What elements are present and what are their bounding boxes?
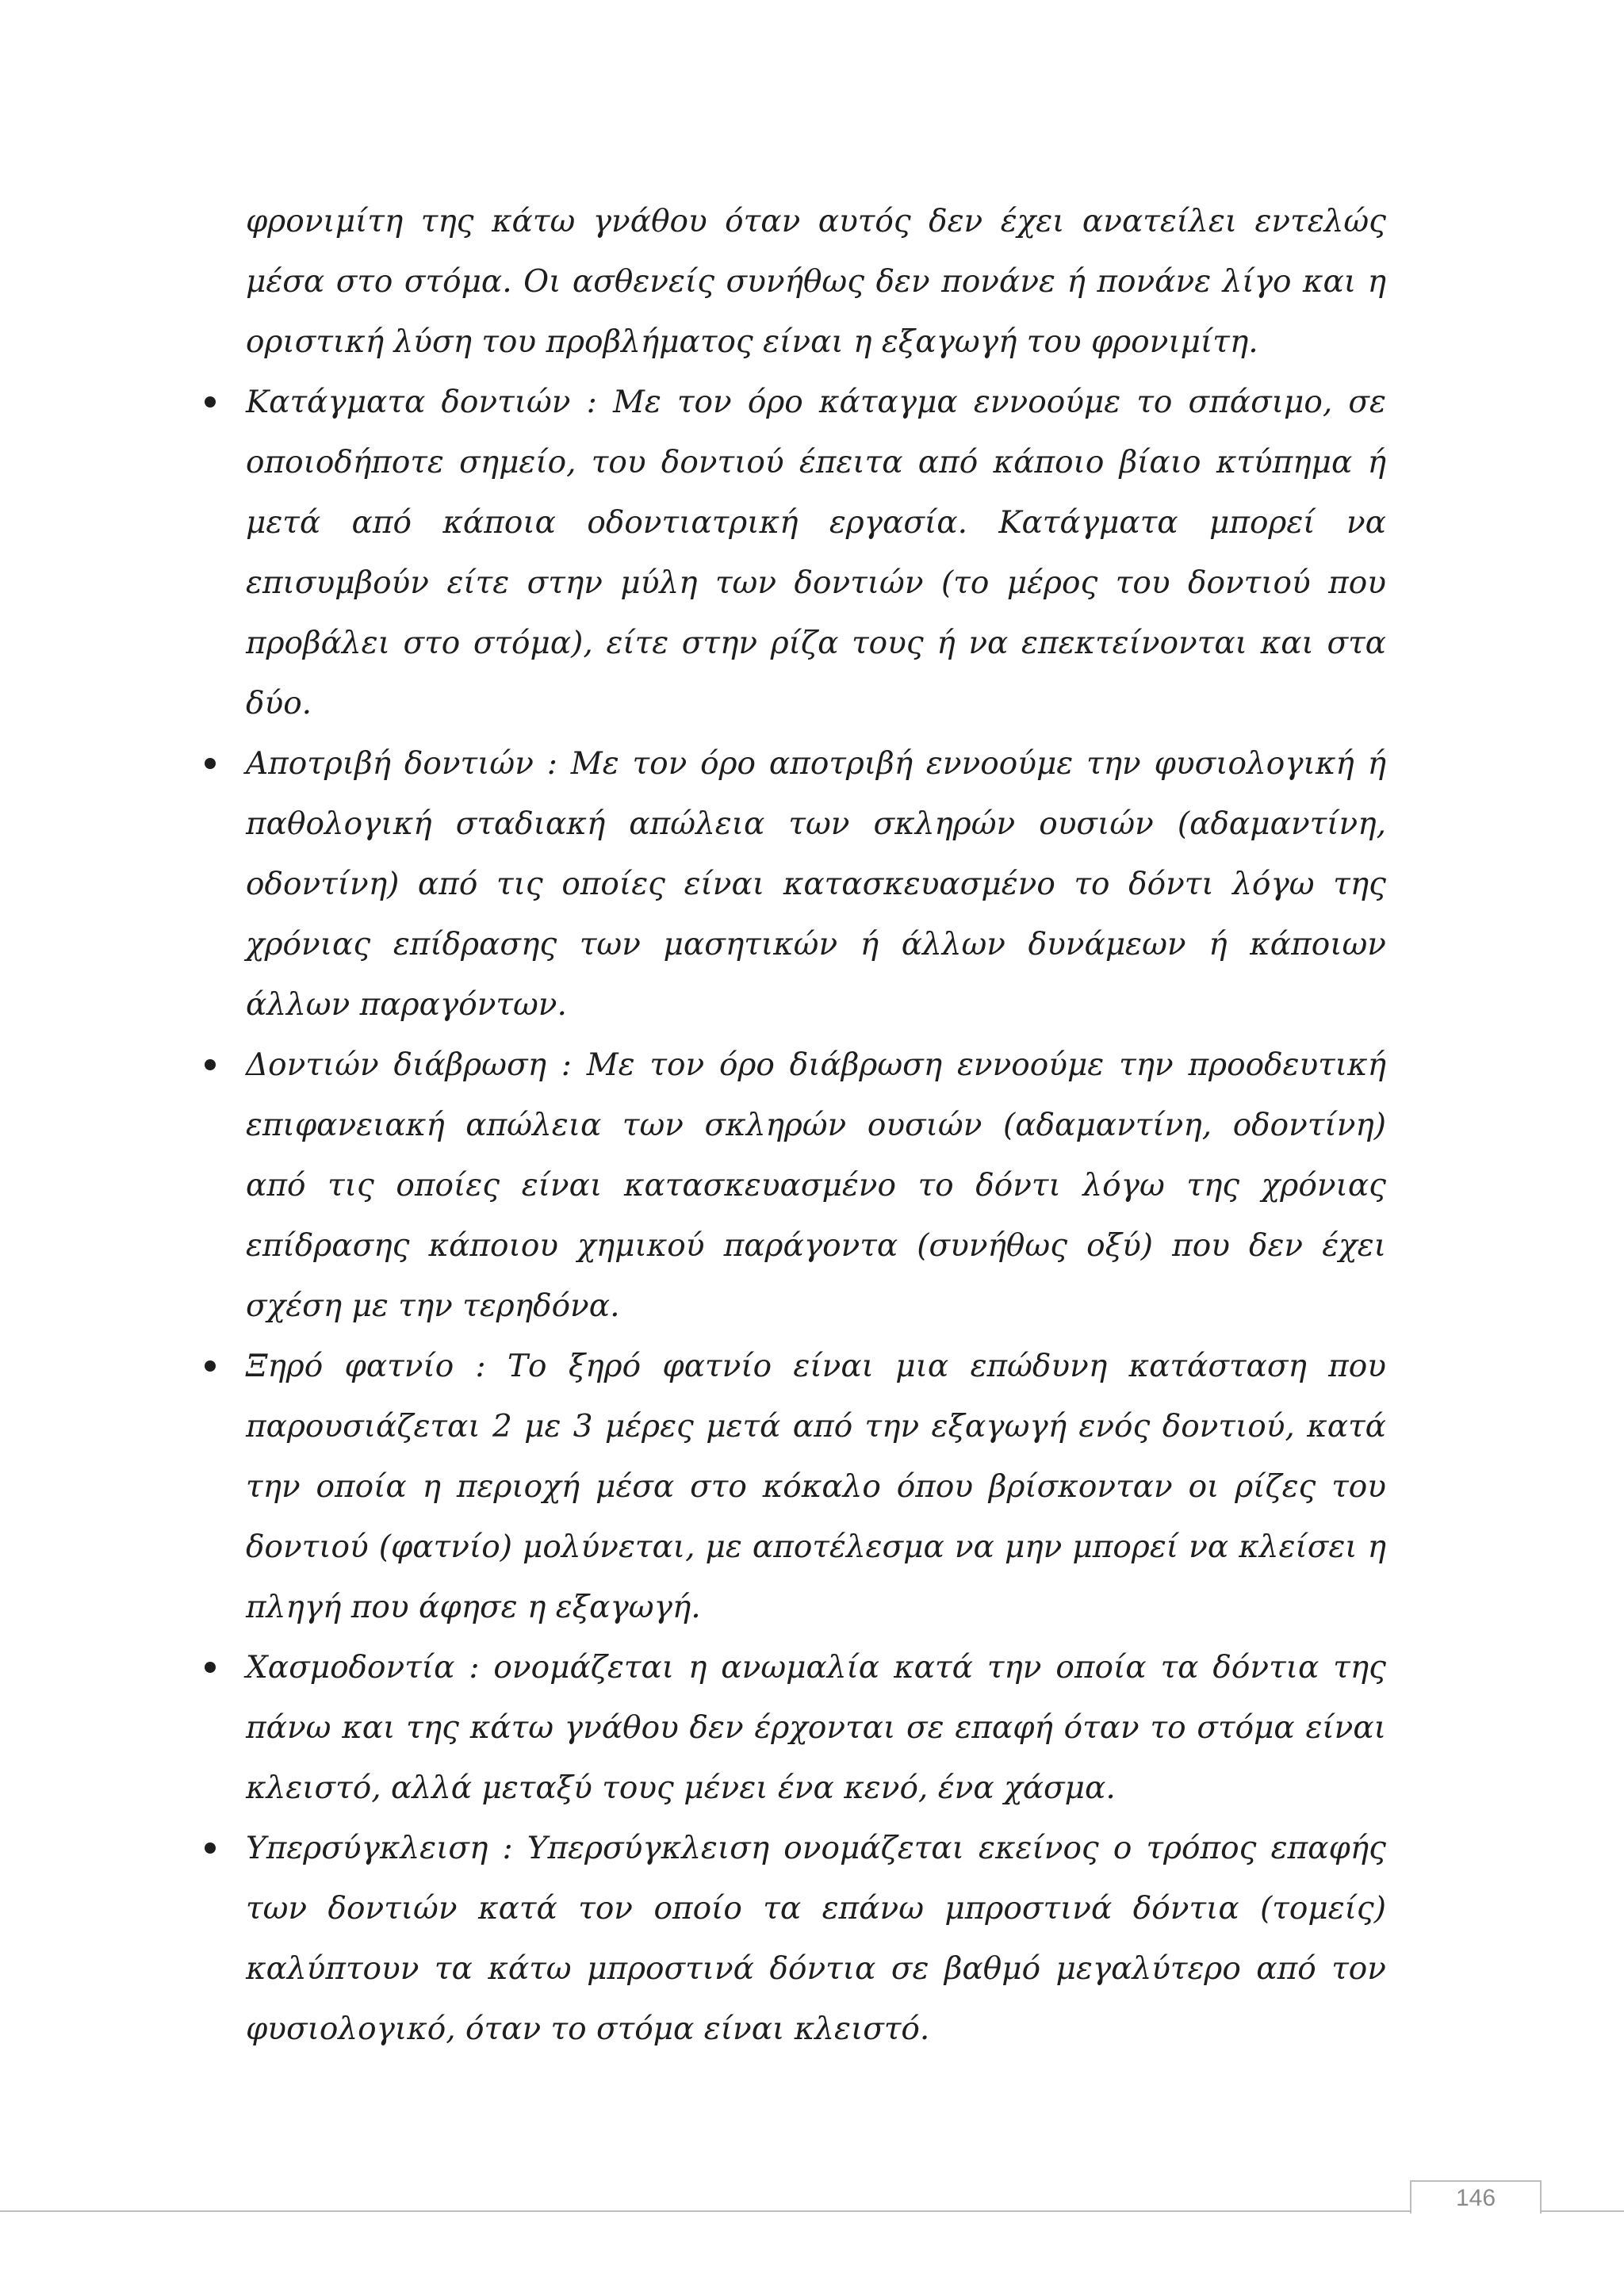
- bullet-icon: [205, 396, 216, 408]
- list-item-text: Χασμοδοντία : ονομάζεται η ανωμαλία κατά την οποία τα δόντια της πάνω και της κάτω γνάθου δεν έρχονται σε επαφή όταν το στόμα είναι κλειστό, αλλά μεταξύ τους μένει ένα κενό, ένα χάσμα.: [246, 1650, 1386, 1806]
- bullet-icon: [205, 1360, 216, 1372]
- bullet-icon: [205, 1843, 216, 1854]
- list-item-attrition: [187, 734, 1386, 1035]
- list-item-text: Δοντιών διάβρωση : Με τον όρο διάβρωση εννοούμε την προοδευτική επιφανειακή απώλεια των σκληρών ουσιών (αδαμαντίνη, οδοντίνη) από τις οποίες είναι κατασκευασμένο το δόντι λόγω της χρόνιας επίδρασης κάποιου χημικού παράγοντα (συνήθως οξύ) που δεν έχει σχέση με την τερηδόνα.: [246, 1047, 1386, 1324]
- list-item-text: Αποτριβή δοντιών : Με τον όρο αποτριβή εννοούμε την φυσιολογική ή παθολογική σταδιακή απώλεια των σκληρών ουσιών (αδαμαντίνη, οδοντίνη) από τις οποίες είναι κατασκευασμένο το δόντι λόγω της χρόνιας επίδρασης των μασητικών ή άλλων δυνάμεων ή κάποιων άλλων παραγόντων.: [246, 746, 1386, 1023]
- list-item-text: Ξηρό φατνίο : Το ξηρό φατνίο είναι μια επώδυνη κατάσταση που παρουσιάζεται 2 με 3 μέρες μετά από την εξαγωγή ενός δοντιού, κατά την οποία η περιοχή μέσα στο κόκαλο όπου βρίσκονταν οι ρίζες του δοντιού (φατνίο) μολύνεται, με αποτέλεσμα να μην μπορεί να κλείσει η πληγή που άφησε η εξαγωγή.: [246, 1349, 1386, 1625]
- list-item-overbite: [187, 1819, 1386, 2060]
- bullet-icon: [205, 758, 216, 769]
- list-item-fractures: [187, 373, 1386, 734]
- list-item-open-bite: [187, 1638, 1386, 1819]
- bullet-icon: [205, 1059, 216, 1070]
- list-item-dry-socket: [187, 1337, 1386, 1638]
- definition-list: [187, 373, 1386, 2060]
- page-number-box: [1410, 2180, 1542, 2214]
- list-item-erosion: [187, 1035, 1386, 1337]
- list-item-text: Κατάγματα δοντιών : Με τον όρο κάταγμα εννοούμε το σπάσιμο, σε οποιοδήποτε σημείο, του δοντιού έπειτα από κάποιο βίαιο κτύπημα ή μετά από κάποια οδοντιατρική εργασία. Κατάγματα μπορεί να επισυμβούν είτε στην μύλη των δοντιών (το μέρος του δοντιού που προβάλει στο στόμα), είτε στην ρίζα τους ή να επεκτείνονται και στα δύο.: [246, 385, 1386, 721]
- bullet-icon: [205, 1662, 216, 1673]
- footer-divider: [0, 2210, 1624, 2212]
- list-item-text: Υπερσύγκλειση : Υπερσύγκλειση ονομάζεται εκείνος ο τρόπος επαφής των δοντιών κατά τον οποίο τα επάνω μπροστινά δόντια (τομείς) καλύπτουν τα κάτω μπροστινά δόντια σε βαθμό μεγαλύτερο από τον φυσιολογικό, όταν το στόμα είναι κλειστό.: [246, 1831, 1386, 2047]
- intro-paragraph: φρονιμίτη της κάτω γνάθου όταν αυτός δεν έχει ανατείλει εντελώς μέσα στο στόμα. Οι ασθενείς συνήθως δεν πονάνε ή πονάνε λίγο και η οριστική λύση του προβλήματος είναι η εξαγωγή του φρονιμίτη.: [246, 204, 1386, 360]
- page-number: 146: [1455, 2185, 1496, 2211]
- page-body: [187, 192, 1386, 2060]
